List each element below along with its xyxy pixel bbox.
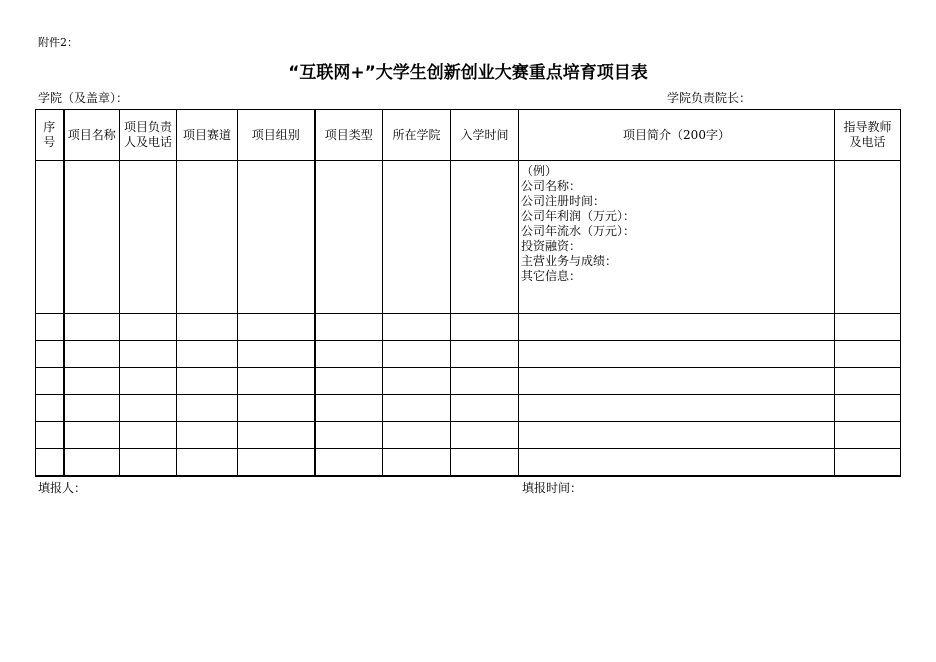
cell-seq[interactable] xyxy=(36,341,64,368)
table-row xyxy=(36,161,901,314)
header-type: 项目类型 xyxy=(315,110,383,161)
cell-intro[interactable] xyxy=(519,314,835,341)
fill-time-label: 填报时间： xyxy=(522,481,583,495)
table-row xyxy=(36,368,901,395)
cell-leader[interactable] xyxy=(120,449,177,477)
cell-seq[interactable] xyxy=(36,368,64,395)
intro-line: 公司名称： xyxy=(521,179,582,193)
cell-project-name[interactable] xyxy=(64,314,120,341)
cell-enroll[interactable] xyxy=(451,161,519,314)
intro-line: 其它信息： xyxy=(521,269,582,283)
cell-enroll[interactable] xyxy=(451,341,519,368)
dean-label: 学院负责院长： xyxy=(667,91,752,105)
cell-group[interactable] xyxy=(238,161,315,314)
cell-intro[interactable] xyxy=(519,422,835,449)
header-seq-line1: 序 xyxy=(43,120,56,134)
header-leader xyxy=(120,110,177,161)
cell-track[interactable] xyxy=(177,314,238,341)
cell-group[interactable] xyxy=(238,422,315,449)
cell-enroll[interactable] xyxy=(451,449,519,477)
cell-leader[interactable] xyxy=(120,314,177,341)
cell-type[interactable] xyxy=(315,314,383,341)
cell-group[interactable] xyxy=(238,395,315,422)
cell-enroll[interactable] xyxy=(451,422,519,449)
cell-advisor[interactable] xyxy=(835,161,901,314)
header-advisor-line1: 指导教师 xyxy=(843,120,892,134)
cell-college[interactable] xyxy=(383,368,451,395)
cell-leader[interactable] xyxy=(120,422,177,449)
cell-advisor[interactable] xyxy=(835,449,901,477)
cell-advisor[interactable] xyxy=(835,314,901,341)
cell-advisor[interactable] xyxy=(835,341,901,368)
cell-college[interactable] xyxy=(383,422,451,449)
header-seq-line2: 号 xyxy=(43,135,56,149)
cell-track[interactable] xyxy=(177,161,238,314)
cell-project-name[interactable] xyxy=(64,341,120,368)
intro-line: 主营业务与成绩： xyxy=(521,254,618,268)
cell-advisor[interactable] xyxy=(835,368,901,395)
cell-project-name[interactable] xyxy=(64,395,120,422)
cell-college[interactable] xyxy=(383,161,451,314)
cell-college[interactable] xyxy=(383,449,451,477)
project-table xyxy=(35,109,901,477)
intro-line: 公司年利润（万元）： xyxy=(521,209,636,223)
cell-track[interactable] xyxy=(177,341,238,368)
cell-seq[interactable] xyxy=(36,161,64,314)
cell-group[interactable] xyxy=(238,449,315,477)
header-advisor xyxy=(835,110,901,161)
cell-project-name[interactable] xyxy=(64,449,120,477)
cell-leader[interactable] xyxy=(120,341,177,368)
cell-project-name[interactable] xyxy=(64,422,120,449)
table-row xyxy=(36,449,901,477)
cell-leader[interactable] xyxy=(120,368,177,395)
table-row xyxy=(36,314,901,341)
cell-seq[interactable] xyxy=(36,314,64,341)
cell-type[interactable] xyxy=(315,449,383,477)
cell-leader[interactable] xyxy=(120,161,177,314)
cell-enroll[interactable] xyxy=(451,395,519,422)
cell-leader[interactable] xyxy=(120,395,177,422)
header-intro: 项目简介（200字） xyxy=(519,110,835,161)
cell-enroll[interactable] xyxy=(451,368,519,395)
cell-type[interactable] xyxy=(315,368,383,395)
cell-group[interactable] xyxy=(238,341,315,368)
cell-type[interactable] xyxy=(315,422,383,449)
cell-track[interactable] xyxy=(177,368,238,395)
form-title: “互联网+”大学生创新创业大赛重点培育项目表 xyxy=(288,63,648,83)
cell-seq[interactable] xyxy=(36,449,64,477)
cell-type[interactable] xyxy=(315,341,383,368)
cell-advisor[interactable] xyxy=(835,422,901,449)
table-row xyxy=(36,422,901,449)
cell-type[interactable] xyxy=(315,161,383,314)
header-college: 所在学院 xyxy=(383,110,451,161)
cell-project-name[interactable] xyxy=(64,368,120,395)
cell-advisor[interactable] xyxy=(835,395,901,422)
cell-group[interactable] xyxy=(238,314,315,341)
cell-college[interactable] xyxy=(383,314,451,341)
cell-intro-example[interactable] xyxy=(519,161,835,314)
header-row xyxy=(36,110,901,161)
table-row xyxy=(36,341,901,368)
cell-intro[interactable] xyxy=(519,368,835,395)
intro-line: 投资融资： xyxy=(521,239,582,253)
header-leader-line2: 人及电话 xyxy=(123,135,172,149)
cell-intro[interactable] xyxy=(519,449,835,477)
college-seal-label: 学院（及盖章）： xyxy=(38,91,129,105)
cell-type[interactable] xyxy=(315,395,383,422)
header-enroll: 入学时间 xyxy=(451,110,519,161)
table-row xyxy=(36,395,901,422)
cell-intro[interactable] xyxy=(519,395,835,422)
cell-college[interactable] xyxy=(383,341,451,368)
header-project-name: 项目名称 xyxy=(64,110,120,161)
cell-track[interactable] xyxy=(177,422,238,449)
header-advisor-line2: 及电话 xyxy=(849,135,886,149)
header-leader-line1: 项目负责 xyxy=(123,120,172,134)
cell-intro[interactable] xyxy=(519,341,835,368)
intro-line: 公司注册时间： xyxy=(521,194,606,208)
header-track: 项目赛道 xyxy=(177,110,238,161)
intro-line: 公司年流水（万元）： xyxy=(521,224,636,238)
cell-enroll[interactable] xyxy=(451,314,519,341)
cell-project-name[interactable] xyxy=(64,161,120,314)
filler-label: 填报人： xyxy=(38,481,87,495)
attachment-label: 附件2： xyxy=(38,36,78,49)
cell-group[interactable] xyxy=(238,368,315,395)
cell-track[interactable] xyxy=(177,395,238,422)
cell-track[interactable] xyxy=(177,449,238,477)
cell-seq[interactable] xyxy=(36,395,64,422)
header-seq xyxy=(36,110,64,161)
cell-college[interactable] xyxy=(383,395,451,422)
cell-seq[interactable] xyxy=(36,422,64,449)
intro-line: （例） xyxy=(521,164,558,178)
header-group: 项目组别 xyxy=(238,110,315,161)
